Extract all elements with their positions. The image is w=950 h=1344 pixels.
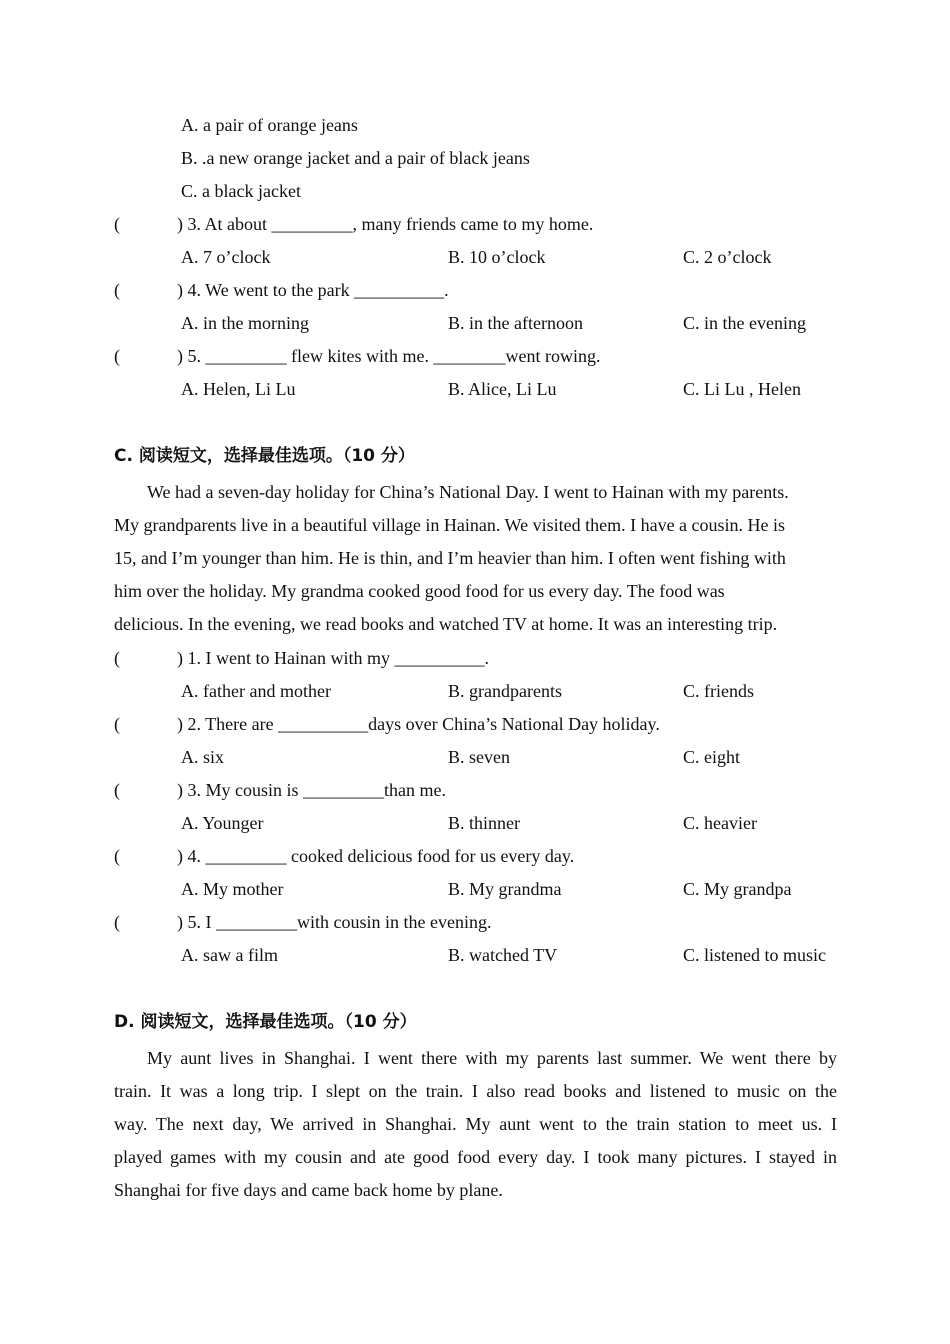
c-q4-text: ) 4. _________ cooked delicious food for us every day. — [177, 846, 575, 866]
b-q4-option-c: C. in the evening — [683, 313, 806, 333]
b-q3-text: ) 3. At about _________, many friends came to my home. — [177, 214, 594, 234]
c-q1-paren: ( — [114, 648, 120, 668]
c-q3-option-b: B. thinner — [448, 813, 520, 833]
b-q3-paren: ( — [114, 214, 120, 234]
c-q2-paren: ( — [114, 714, 120, 734]
c-passage-line-3: 15, and I’m younger than him. He is thin, and I’m heavier than him. I often went fishing with — [114, 548, 786, 568]
d-passage-line-4: played games with my cousin and ate good food every day. I took many pictures. I stayed in — [114, 1147, 837, 1167]
c-passage-line-1: We had a seven-day holiday for China’s National Day. I went to Hainan with my parents. — [147, 482, 789, 502]
b-q4-paren: ( — [114, 280, 120, 300]
d-passage-line-3: way. The next day, We arrived in Shanghai. My aunt went to the train station to meet us. I — [114, 1114, 837, 1134]
b-q4-option-b: B. in the afternoon — [448, 313, 583, 333]
c-passage-line-2: My grandparents live in a beautiful village in Hainan. We visited them. I have a cousin. He is — [114, 515, 786, 535]
b-q2-option-b: B. .a new orange jacket and a pair of black jeans — [181, 148, 530, 168]
b-q5-text: ) 5. _________ flew kites with me. ________went rowing. — [177, 346, 601, 366]
b-q3-option-a: A. 7 o’clock — [181, 247, 271, 267]
b-q4-option-a: A. in the morning — [181, 313, 309, 333]
c-q1-option-c: C. friends — [683, 681, 754, 701]
c-q4-option-a: A. My mother — [181, 879, 284, 899]
b-q5-option-b: B. Alice, Li Lu — [448, 379, 557, 399]
c-q4-option-b: B. My grandma — [448, 879, 562, 899]
b-q3-option-b: B. 10 o’clock — [448, 247, 546, 267]
c-q2-option-b: B. seven — [448, 747, 510, 767]
b-q5-paren: ( — [114, 346, 120, 366]
c-q5-option-c: C. listened to music — [683, 945, 826, 965]
b-q5-option-c: C. Li Lu , Helen — [683, 379, 801, 399]
c-q2-option-c: C. eight — [683, 747, 740, 767]
c-q3-option-a: A. Younger — [181, 813, 264, 833]
c-q2-option-a: A. six — [181, 747, 225, 767]
c-passage-line-4: him over the holiday. My grandma cooked good food for us every day. The food was — [114, 581, 725, 601]
c-passage-line-5: delicious. In the evening, we read books and watched TV at home. It was an interesting trip. — [114, 614, 778, 634]
b-q5-option-a: A. Helen, Li Lu — [181, 379, 296, 399]
c-q2-text: ) 2. There are __________days over China’s National Day holiday. — [177, 714, 660, 734]
c-q1-option-a: A. father and mother — [181, 681, 331, 701]
c-q5-option-b: B. watched TV — [448, 945, 558, 965]
c-q5-paren: ( — [114, 912, 120, 932]
section-c-heading: C. 阅读短文，选择最佳选项。（10 分） — [114, 446, 415, 466]
c-q4-option-c: C. My grandpa — [683, 879, 792, 899]
c-q5-text: ) 5. I _________with cousin in the evening. — [177, 912, 492, 932]
b-q3-option-c: C. 2 o’clock — [683, 247, 772, 267]
c-q1-text: ) 1. I went to Hainan with my __________. — [177, 648, 489, 668]
c-q3-text: ) 3. My cousin is _________than me. — [177, 780, 446, 800]
c-q4-paren: ( — [114, 846, 120, 866]
c-q1-option-b: B. grandparents — [448, 681, 562, 701]
d-passage-line-1: My aunt lives in Shanghai. I went there with my parents last summer. We went there by — [147, 1048, 837, 1068]
c-q3-option-c: C. heavier — [683, 813, 757, 833]
section-d-heading: D. 阅读短文，选择最佳选项。（10 分） — [114, 1012, 417, 1032]
b-q4-text: ) 4. We went to the park __________. — [177, 280, 449, 300]
b-q2-option-c: C. a black jacket — [181, 181, 301, 201]
c-q5-option-a: A. saw a film — [181, 945, 278, 965]
b-q2-option-a: A. a pair of orange jeans — [181, 115, 358, 135]
c-q3-paren: ( — [114, 780, 120, 800]
d-passage-line-5: Shanghai for five days and came back home by plane. — [114, 1180, 503, 1200]
d-passage-line-2: train. It was a long trip. I slept on the train. I also read books and listened to music on the — [114, 1081, 837, 1101]
